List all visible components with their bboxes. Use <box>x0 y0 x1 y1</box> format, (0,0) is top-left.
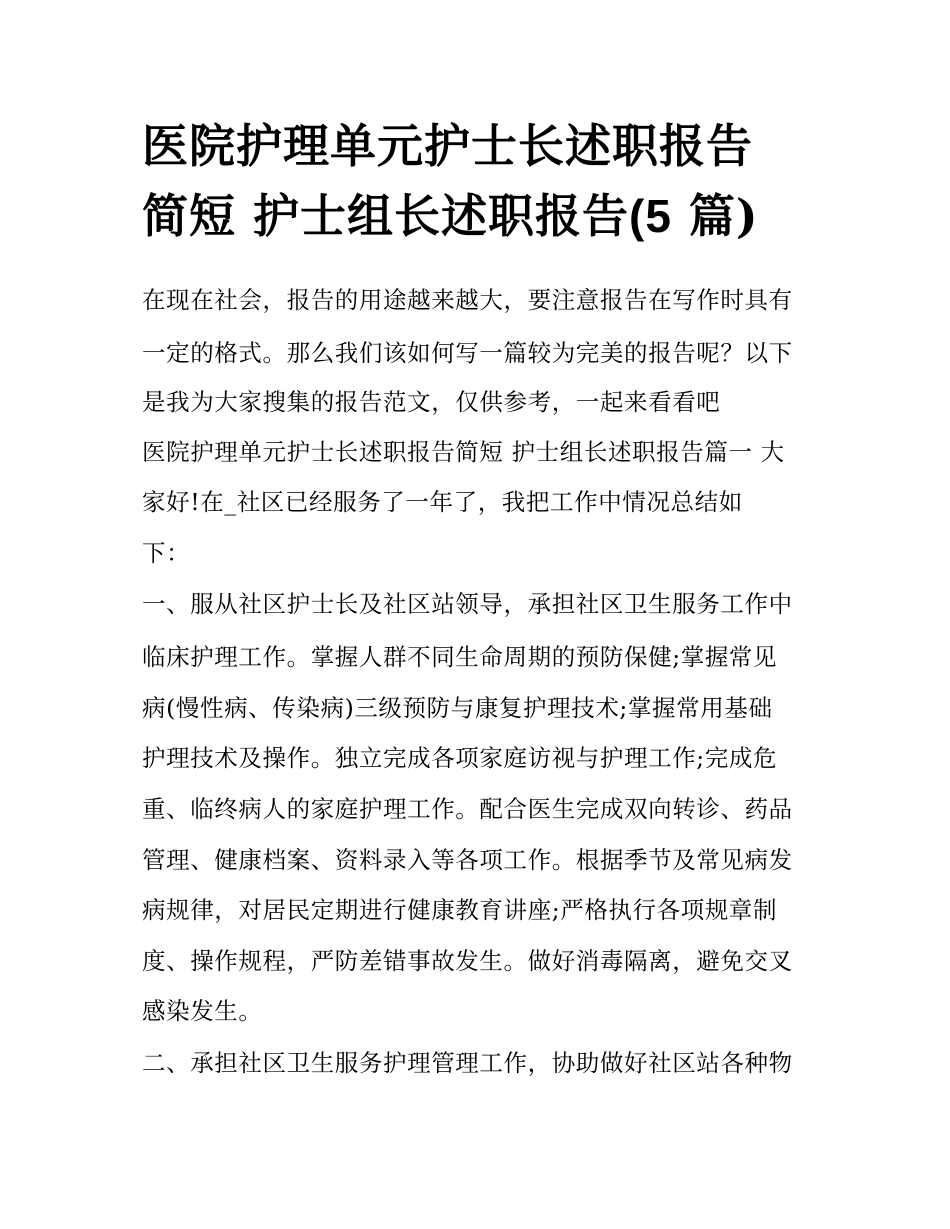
paragraph-line: 在现在社会，报告的用途越来越大，要注意报告在写作时具有 <box>142 286 793 314</box>
title-count-close: 篇) <box>671 189 759 243</box>
paragraph-line: 医院护理单元护士长述职报告简短 护士组长述职报告篇一 大 <box>142 438 785 466</box>
title-line-2-text: 简短 护士组长述职报告 <box>142 189 630 243</box>
title-count-open: (5 <box>629 190 672 242</box>
paragraph-line: 感染发生。 <box>142 997 263 1025</box>
title-line-2 <box>142 188 759 244</box>
paragraph-line: 家好!在_社区已经服务了一年了，我把工作中情况总结如 <box>142 488 743 516</box>
paragraph-line: 二、承担社区卫生服务护理管理工作，协助做好社区站各种物 <box>142 1049 793 1077</box>
paragraph-line: 一、服从社区护士长及社区站领导，承担社区卫生服务工作中 <box>142 590 793 618</box>
paragraph-line: 重、临终病人的家庭护理工作。配合医生完成双向转诊、药品 <box>142 795 793 823</box>
title-line-1-text: 医院护理单元护士长述职报告 <box>142 119 753 173</box>
paragraph-line: 护理技术及操作。独立完成各项家庭访视与护理工作;完成危 <box>142 744 778 772</box>
paragraph-line: 度、操作规程，严防差错事故发生。做好消毒隔离，避免交叉 <box>142 947 793 975</box>
paragraph-line: 是我为大家搜集的报告范文，仅供参考，一起来看看吧 <box>142 388 721 416</box>
paragraph-line: 临床护理工作。掌握人群不同生命周期的预防保健;掌握常见 <box>142 643 778 671</box>
paragraph-line: 一定的格式。那么我们该如何写一篇较为完美的报告呢？以下 <box>142 339 793 367</box>
paragraph-line: 病规律，对居民定期进行健康教育讲座;严格执行各项规章制 <box>142 896 778 924</box>
paragraph-line: 管理、健康档案、资料录入等各项工作。根据季节及常见病发 <box>142 846 793 874</box>
paragraph-line: 病(慢性病、传染病)三级预防与康复护理技术;掌握常用基础 <box>142 694 773 722</box>
title-line-1 <box>142 118 753 174</box>
paragraph-line: 下： <box>142 539 191 567</box>
